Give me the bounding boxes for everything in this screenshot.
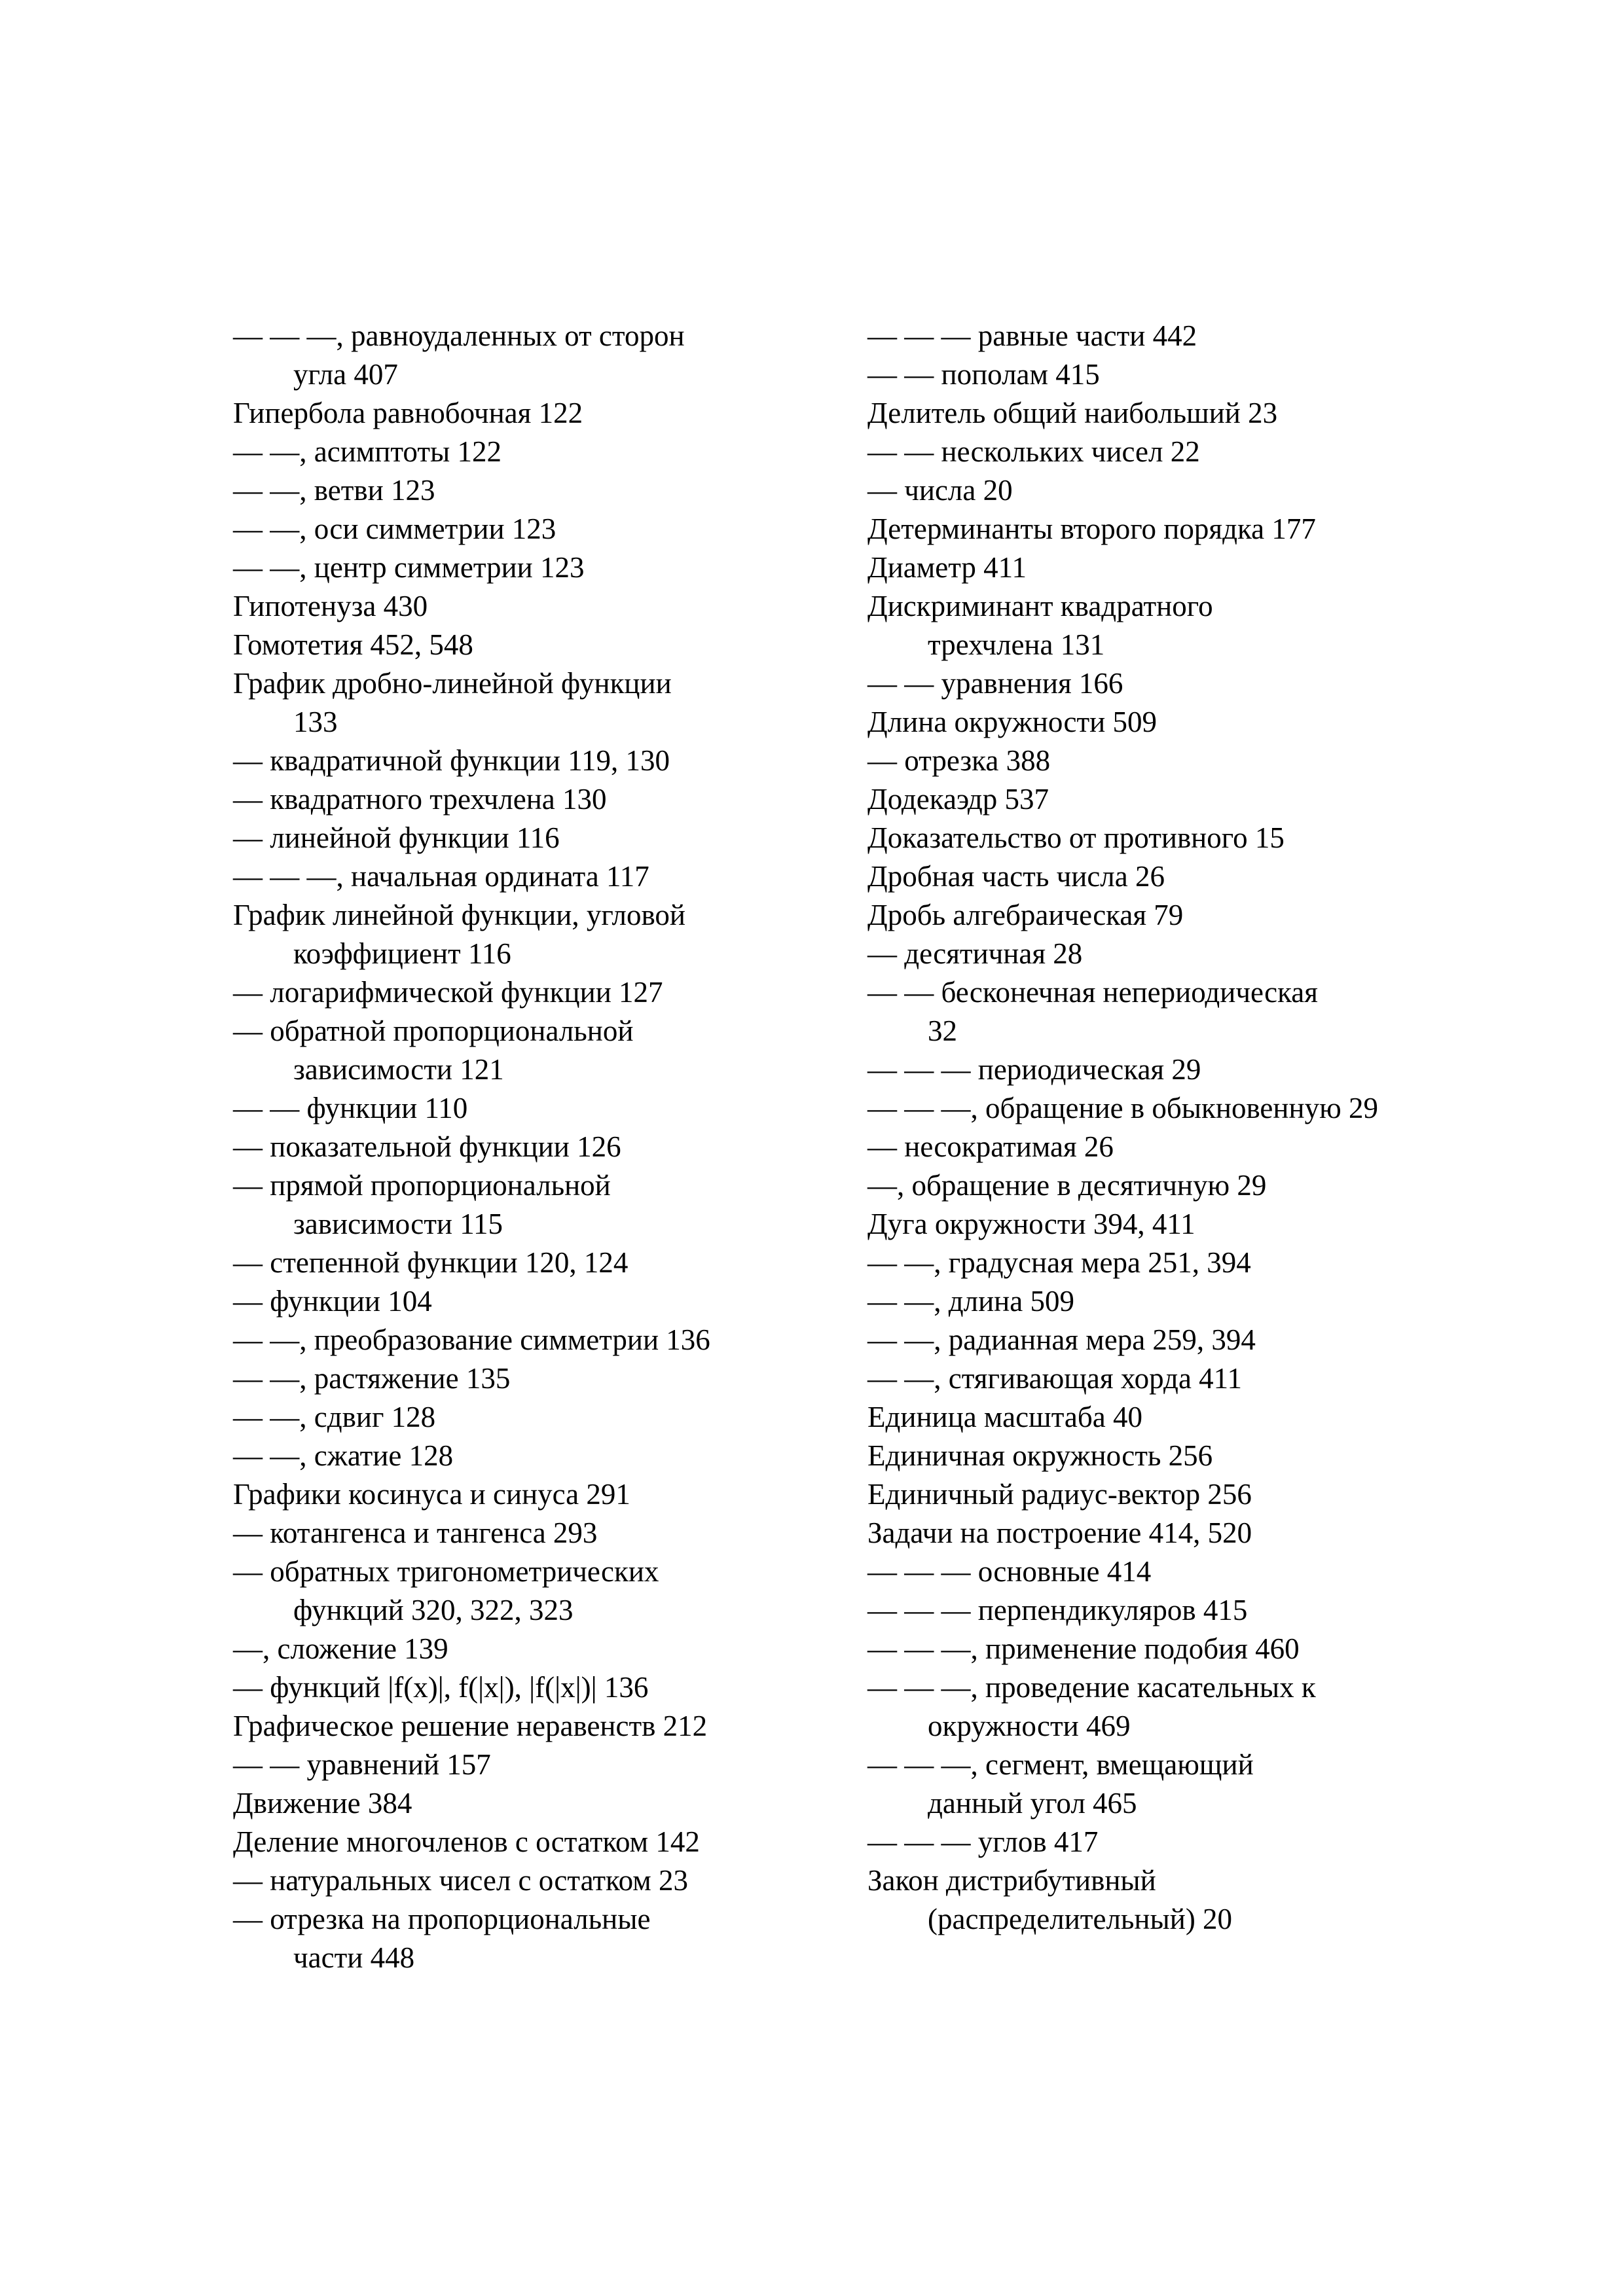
index-entry-text: — степенной функции 120, 124 — [233, 1246, 629, 1279]
index-entry — [867, 394, 1496, 433]
index-column-right — [867, 317, 1496, 1939]
index-entry — [867, 1591, 1496, 1630]
index-entry — [233, 394, 862, 433]
index-entry — [233, 1552, 862, 1630]
index-entry — [233, 1707, 862, 1746]
index-entry — [233, 857, 862, 896]
index-entry — [867, 1050, 1496, 1089]
index-entry-text: — — —, применение подобия 460 — [867, 1632, 1300, 1665]
index-entry — [233, 819, 862, 857]
index-entry — [233, 1784, 862, 1823]
index-entry-continuation: (распределительный) 20 — [928, 1903, 1233, 1935]
index-entry — [233, 1398, 862, 1437]
index-entry-continuation: трехчлена 131 — [928, 628, 1105, 661]
index-entry-text: Единичная окружность 256 — [867, 1439, 1213, 1472]
index-entry-continuation: зависимости 115 — [293, 1208, 503, 1240]
index-entry — [867, 1552, 1496, 1591]
index-entry — [867, 433, 1496, 471]
index-entry-text: — логарифмической функции 127 — [233, 976, 663, 1009]
index-entry — [867, 896, 1496, 935]
index-entry — [233, 780, 862, 819]
index-entry-text: Гипотенуза 430 — [233, 590, 428, 622]
index-column-left — [233, 317, 862, 1977]
index-entry-text: График дробно-линейной функции — [233, 667, 672, 700]
index-entry-continuation: 133 — [293, 706, 338, 738]
index-entry — [233, 742, 862, 780]
index-entry-text: — — —, равноудаленных от сторон — [233, 319, 685, 352]
index-entry — [233, 1823, 862, 1861]
index-entry-text: — —, сдвиг 128 — [233, 1401, 436, 1433]
index-entry — [233, 626, 862, 664]
index-entry-text: — — — перпендикуляров 415 — [867, 1594, 1248, 1626]
index-entry-text: — —, растяжение 135 — [233, 1362, 511, 1395]
index-entry — [867, 935, 1496, 973]
index-entry-text: — квадратичной функции 119, 130 — [233, 744, 670, 777]
index-entry-text: График линейной функции, угловой — [233, 899, 685, 931]
index-entry-text: — —, асимптоты 122 — [233, 435, 501, 468]
index-entry-text: — обратной пропорциональной — [233, 1014, 634, 1047]
index-entry-text: — —, центр симметрии 123 — [233, 551, 585, 584]
index-entry-text: — — —, начальная ордината 117 — [233, 860, 649, 893]
index-entry-text: Единица масштаба 40 — [867, 1401, 1143, 1433]
index-entry — [867, 1668, 1496, 1746]
index-entry-text: Детерминанты второго порядка 177 — [867, 512, 1316, 545]
index-entry — [867, 819, 1496, 857]
index-entry — [233, 433, 862, 471]
index-entry-text: Диаметр 411 — [867, 551, 1027, 584]
index-entry-text: Делитель общий наибольший 23 — [867, 397, 1278, 429]
index-entry-text: Деление многочленов с остатком 142 — [233, 1825, 700, 1858]
index-entry — [867, 548, 1496, 587]
index-entry-text: — несократимая 26 — [867, 1130, 1114, 1163]
index-entry — [233, 1437, 862, 1475]
index-entry-text: — — функции 110 — [233, 1092, 468, 1124]
index-entry-text: — показательной функции 126 — [233, 1130, 621, 1163]
index-entry — [867, 587, 1496, 664]
index-entry-text: — —, преобразование симметрии 136 — [233, 1323, 710, 1356]
index-entry-text: — функций |f(x)|, f(|x|), |f(|x|)| 136 — [233, 1671, 649, 1704]
index-entry — [233, 548, 862, 587]
index-entry-text: — числа 20 — [867, 474, 1013, 507]
index-entry — [233, 1475, 862, 1514]
index-entry-text: Длина окружности 509 — [867, 706, 1157, 738]
index-entry-text: — функции 104 — [233, 1285, 432, 1318]
index-entry — [233, 1746, 862, 1784]
index-entry-continuation: окружности 469 — [928, 1710, 1131, 1742]
index-entry-text: Движение 384 — [233, 1787, 412, 1820]
index-entry-continuation: зависимости 121 — [293, 1053, 504, 1086]
index-entry-text: — —, длина 509 — [867, 1285, 1074, 1318]
index-entry — [233, 973, 862, 1012]
index-entry-text: — отрезка на пропорциональные — [233, 1903, 651, 1935]
index-entry-text: — — —, сегмент, вмещающий — [867, 1748, 1254, 1781]
index-entry — [867, 857, 1496, 896]
index-entry — [867, 1630, 1496, 1668]
index-entry-text: — — уравнения 166 — [867, 667, 1123, 700]
index-entry-text: Дуга окружности 394, 411 — [867, 1208, 1195, 1240]
index-entry-continuation: данный угол 465 — [928, 1787, 1137, 1820]
index-entry — [233, 1128, 862, 1166]
index-entry — [233, 510, 862, 548]
index-entry-text: Дробная часть числа 26 — [867, 860, 1165, 893]
index-entry-text: Закон дистрибутивный — [867, 1864, 1156, 1897]
index-entry — [233, 1900, 862, 1977]
index-entry-text: — — бесконечная непериодическая — [867, 976, 1318, 1009]
index-entry — [233, 471, 862, 510]
index-entry — [233, 1630, 862, 1668]
index-entry — [867, 355, 1496, 394]
index-entry — [233, 1166, 862, 1244]
index-entry-text: Гомотетия 452, 548 — [233, 628, 473, 661]
index-entry — [867, 742, 1496, 780]
index-entry-text: — — —, обращение в обыкновенную 29 — [867, 1092, 1378, 1124]
index-entry-continuation: угла 407 — [293, 358, 398, 391]
index-entry — [867, 664, 1496, 703]
index-entry — [867, 1205, 1496, 1244]
index-entry-text: — —, сжатие 128 — [233, 1439, 454, 1472]
index-entry-text: — —, оси симметрии 123 — [233, 512, 556, 545]
index-entry — [867, 317, 1496, 355]
index-entry — [867, 1128, 1496, 1166]
index-entry — [233, 1012, 862, 1089]
index-entry-text: Задачи на построение 414, 520 — [867, 1516, 1252, 1549]
index-entry-text: — — уравнений 157 — [233, 1748, 491, 1781]
index-entry-text: — — пополам 415 — [867, 358, 1100, 391]
index-entry-text: — — — основные 414 — [867, 1555, 1152, 1588]
index-entry — [867, 1321, 1496, 1359]
index-entry — [867, 471, 1496, 510]
index-entry — [867, 1746, 1496, 1823]
index-entry-text: — натуральных чисел с остатком 23 — [233, 1864, 688, 1897]
index-entry — [233, 664, 862, 742]
index-entry-text: — —, радианная мера 259, 394 — [867, 1323, 1256, 1356]
index-entry — [233, 1359, 862, 1398]
index-entry-text: Дробь алгебраическая 79 — [867, 899, 1184, 931]
index-entry — [867, 1398, 1496, 1437]
index-entry-text: — линейной функции 116 — [233, 821, 560, 854]
index-entry-text: — десятичная 28 — [867, 937, 1083, 970]
index-entry-text: — —, ветви 123 — [233, 474, 435, 507]
index-entry — [233, 1861, 862, 1900]
index-entry-text: — отрезка 388 — [867, 744, 1051, 777]
index-entry-continuation: функций 320, 322, 323 — [293, 1594, 574, 1626]
index-entry — [867, 780, 1496, 819]
index-entry-text: Доказательство от противного 15 — [867, 821, 1285, 854]
index-entry-text: Гипербола равнобочная 122 — [233, 397, 583, 429]
index-entry-text: — прямой пропорциональной — [233, 1169, 611, 1202]
index-entry-text: Додекаэдр 537 — [867, 783, 1049, 816]
index-entry — [233, 1282, 862, 1321]
index-entry — [233, 1668, 862, 1707]
index-entry-text: — обратных тригонометрических — [233, 1555, 659, 1588]
index-entry-continuation: 32 — [928, 1014, 957, 1047]
index-entry — [867, 510, 1496, 548]
index-entry-text: — —, градусная мера 251, 394 — [867, 1246, 1251, 1279]
index-entry — [867, 1861, 1496, 1939]
index-entry — [867, 1437, 1496, 1475]
index-entry-text: — — — равные части 442 — [867, 319, 1197, 352]
index-entry-text: — квадратного трехчлена 130 — [233, 783, 607, 816]
index-entry — [233, 896, 862, 973]
index-entry — [867, 1166, 1496, 1205]
index-entry — [233, 317, 862, 394]
index-entry — [867, 1823, 1496, 1861]
index-entry — [867, 973, 1496, 1050]
index-entry — [233, 1514, 862, 1552]
index-entry — [867, 1089, 1496, 1128]
index-entry-text: —, сложение 139 — [233, 1632, 448, 1665]
index-entry-text: —, обращение в десятичную 29 — [867, 1169, 1267, 1202]
index-entry-text: — котангенса и тангенса 293 — [233, 1516, 598, 1549]
index-entry-text: — —, стягивающая хорда 411 — [867, 1362, 1242, 1395]
index-entry — [867, 1359, 1496, 1398]
index-entry-continuation: коэффициент 116 — [293, 937, 511, 970]
index-entry-text: — — — периодическая 29 — [867, 1053, 1201, 1086]
index-entry — [233, 1089, 862, 1128]
index-entry — [867, 1514, 1496, 1552]
index-entry — [233, 587, 862, 626]
index-entry-text: Дискриминант квадратного — [867, 590, 1213, 622]
index-entry — [867, 1282, 1496, 1321]
index-entry — [233, 1244, 862, 1282]
index-entry-text: Графическое решение неравенств 212 — [233, 1710, 708, 1742]
index-entry-text: — — —, проведение касательных к — [867, 1671, 1316, 1704]
index-entry-text: — — — углов 417 — [867, 1825, 1099, 1858]
index-entry — [233, 1321, 862, 1359]
index-entry — [867, 703, 1496, 742]
index-entry-continuation: части 448 — [293, 1941, 415, 1974]
index-entry-text: — — нескольких чисел 22 — [867, 435, 1200, 468]
index-entry — [867, 1475, 1496, 1514]
index-entry — [867, 1244, 1496, 1282]
index-entry-text: Графики косинуса и синуса 291 — [233, 1478, 630, 1511]
index-entry-text: Единичный радиус-вектор 256 — [867, 1478, 1252, 1511]
